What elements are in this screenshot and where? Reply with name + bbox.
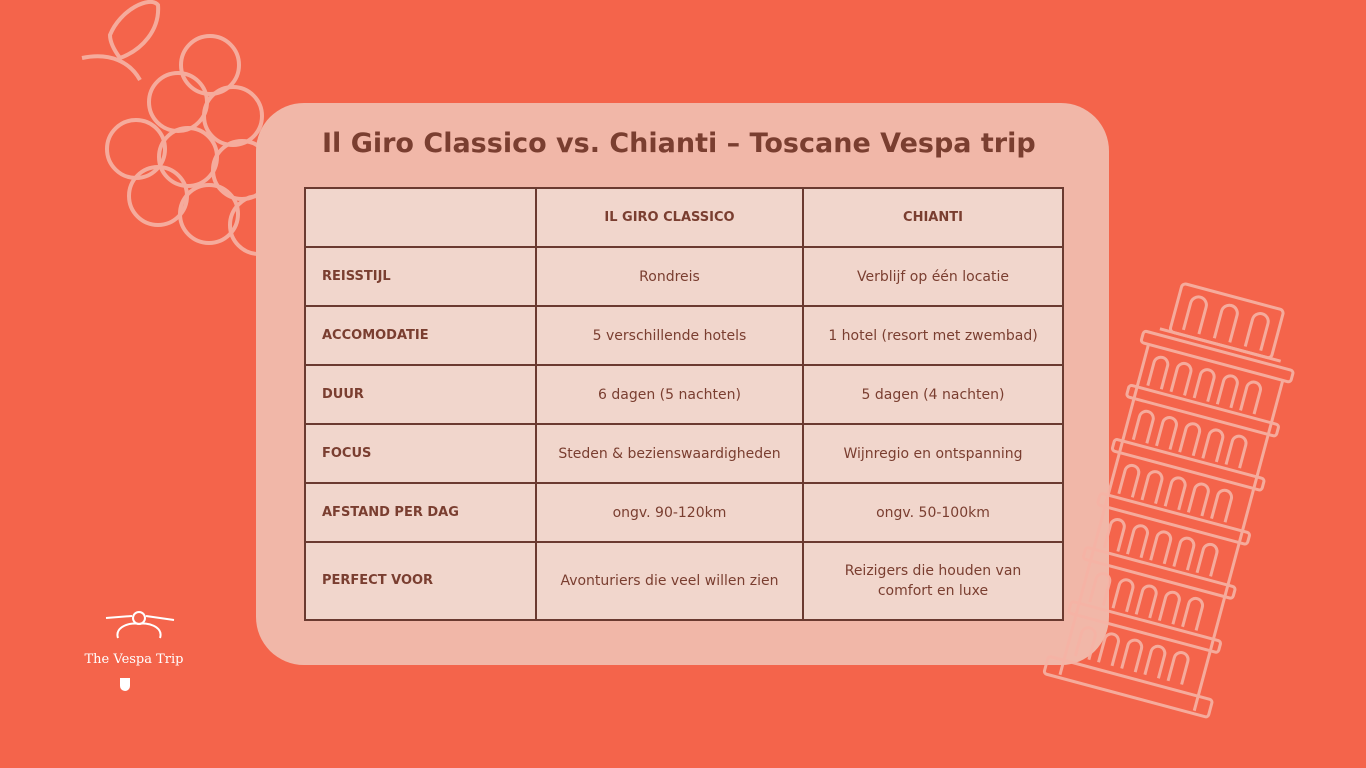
cell-classico: Avonturiers die veel willen zien [536, 542, 803, 620]
cell-classico: 5 verschillende hotels [536, 306, 803, 365]
cell-chianti: 5 dagen (4 nachten) [803, 365, 1063, 424]
cell-classico: 6 dagen (5 nachten) [536, 365, 803, 424]
cell-chianti: Reizigers die houden van comfort en luxe [803, 542, 1063, 620]
row-label: FOCUS [305, 424, 536, 483]
header-cell-classico: IL GIRO CLASSICO [536, 188, 803, 247]
row-label: REISSTIJL [305, 247, 536, 306]
cell-chianti: Verblijf op één locatie [803, 247, 1063, 306]
table-row [305, 365, 1063, 424]
table-header-row [305, 188, 1063, 247]
comparison-table [304, 187, 1064, 621]
row-label: ACCOMODATIE [305, 306, 536, 365]
cell-classico: ongv. 90-120km [536, 483, 803, 542]
cell-chianti: Wijnregio en ontspanning [803, 424, 1063, 483]
cell-chianti: 1 hotel (resort met zwembad) [803, 306, 1063, 365]
table-row [305, 247, 1063, 306]
row-label: DUUR [305, 365, 536, 424]
row-label: AFSTAND PER DAG [305, 483, 536, 542]
table-row [305, 424, 1063, 483]
cell-classico: Rondreis [536, 247, 803, 306]
brand-logo-text: The Vespa Trip [84, 652, 184, 667]
leaning-tower-of-pisa-icon [1030, 280, 1330, 730]
table-row [305, 542, 1063, 620]
header-cell-empty [305, 188, 536, 247]
row-label: PERFECT VOOR [305, 542, 536, 620]
table-row [305, 483, 1063, 542]
table-row [305, 306, 1063, 365]
cell-classico: Steden & bezienswaardigheden [536, 424, 803, 483]
header-cell-chianti: CHIANTI [803, 188, 1063, 247]
page-title: Il Giro Classico vs. Chianti – Toscane Vespa trip [322, 128, 1036, 159]
cell-chianti: ongv. 50-100km [803, 483, 1063, 542]
